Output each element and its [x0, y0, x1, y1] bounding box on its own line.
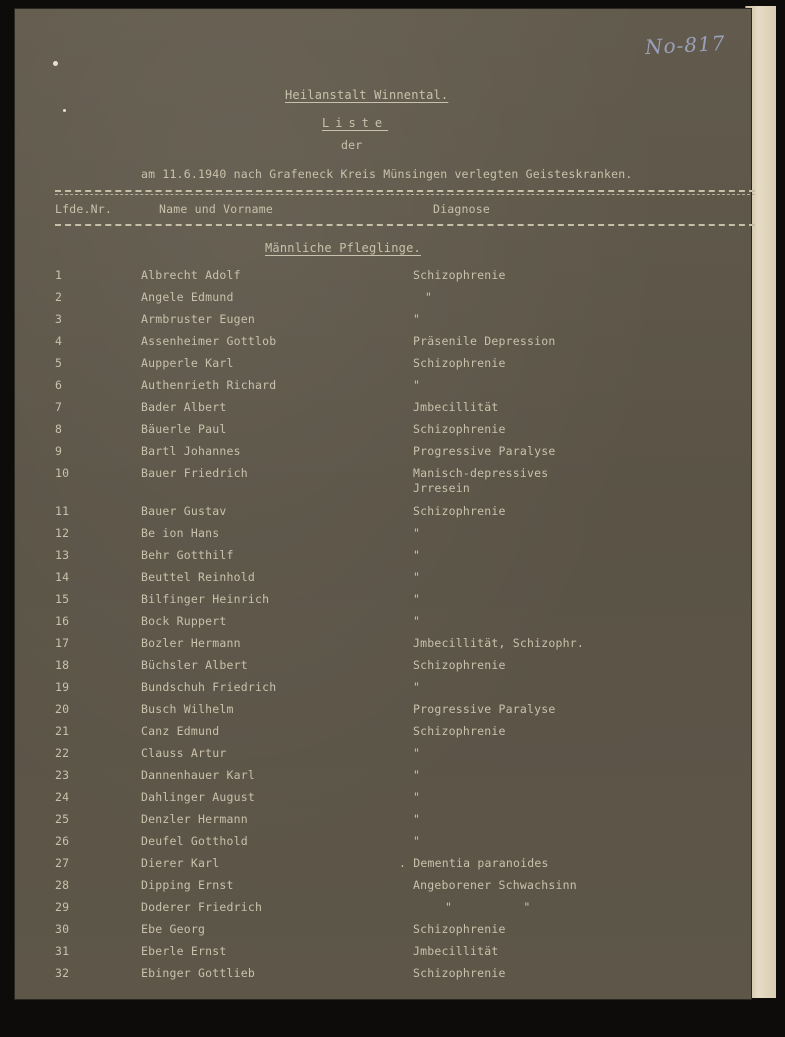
row-number: 11 — [55, 504, 70, 518]
patient-name: Busch Wilhelm — [141, 702, 234, 716]
table-row — [15, 636, 751, 658]
patient-name: Dipping Ernst — [141, 878, 234, 892]
document-sheet — [14, 8, 752, 1000]
table-row — [15, 422, 751, 444]
diagnosis: Schizophrenie — [413, 268, 506, 282]
row-number: 8 — [55, 422, 63, 436]
table-row — [15, 658, 751, 680]
row-number: 1 — [55, 268, 63, 282]
table-row — [15, 966, 751, 988]
row-number: 14 — [55, 570, 70, 584]
table-row — [15, 268, 751, 290]
table-row — [15, 812, 751, 834]
diagnosis: Manisch-depressives Jrresein — [413, 466, 549, 495]
row-number: 23 — [55, 768, 70, 782]
patient-name: Bader Albert — [141, 400, 227, 414]
diagnosis: Schizophrenie — [413, 356, 506, 370]
row-number: 25 — [55, 812, 70, 826]
diagnosis: Schizophrenie — [413, 658, 506, 672]
punch-hole-mark — [63, 109, 66, 112]
diagnosis: Angeborener Schwachsinn — [413, 878, 577, 892]
row-number: 27 — [55, 856, 70, 870]
row-number: 7 — [55, 400, 63, 414]
header-divider-bottom — [55, 224, 755, 226]
diagnosis: " — [413, 592, 421, 606]
diagnosis: " — [413, 746, 421, 760]
diagnosis: " — [413, 312, 421, 326]
diagnosis: . Dementia paranoides — [399, 856, 549, 870]
column-header-diagnosis: Diagnose — [433, 202, 490, 216]
patient-name: Büchsler Albert — [141, 658, 248, 672]
row-number: 3 — [55, 312, 63, 326]
table-row — [15, 768, 751, 790]
table-row — [15, 702, 751, 724]
diagnosis: Schizophrenie — [413, 422, 506, 436]
patient-name: Eberle Ernst — [141, 944, 227, 958]
diagnosis: " — [413, 548, 421, 562]
row-number: 18 — [55, 658, 70, 672]
table-row — [15, 680, 751, 702]
table-row — [15, 856, 751, 878]
diagnosis: " " — [445, 900, 531, 914]
row-number: 32 — [55, 966, 70, 980]
list-title: Liste — [322, 116, 389, 130]
row-number: 9 — [55, 444, 63, 458]
table-row — [15, 570, 751, 592]
table-row — [15, 378, 751, 400]
row-number: 30 — [55, 922, 70, 936]
table-row — [15, 592, 751, 614]
patient-name: Dannenhauer Karl — [141, 768, 255, 782]
diagnosis: " — [413, 378, 421, 392]
list-description: am 11.6.1940 nach Grafeneck Kreis Münsingen verlegten Geisteskranken. — [141, 167, 633, 181]
diagnosis: " — [413, 768, 421, 782]
table-row — [15, 790, 751, 812]
diagnosis: Jmbecillität — [413, 944, 499, 958]
diagnosis: " — [413, 680, 421, 694]
diagnosis: Präsenile Depression — [413, 334, 556, 348]
diagnosis: Schizophrenie — [413, 504, 506, 518]
diagnosis: " — [413, 834, 421, 848]
patient-name: Dahlinger August — [141, 790, 255, 804]
patient-name: Bozler Hermann — [141, 636, 241, 650]
diagnosis: Jmbecillität — [413, 400, 499, 414]
patient-name: Beuttel Reinhold — [141, 570, 255, 584]
row-number: 16 — [55, 614, 70, 628]
column-header-number: Lfde.Nr. — [55, 202, 112, 216]
table-row — [15, 356, 751, 378]
column-header-name: Name und Vorname — [159, 202, 273, 216]
patient-name: Assenheimer Gottlob — [141, 334, 277, 348]
row-number: 15 — [55, 592, 70, 606]
row-number: 29 — [55, 900, 70, 914]
patient-name: Bäuerle Paul — [141, 422, 227, 436]
patient-name: Deufel Gotthold — [141, 834, 248, 848]
row-number: 12 — [55, 526, 70, 540]
diagnosis: " — [413, 790, 421, 804]
patient-name: Bauer Friedrich — [141, 466, 248, 480]
row-number: 10 — [55, 466, 70, 480]
row-number: 21 — [55, 724, 70, 738]
diagnosis: Schizophrenie — [413, 724, 506, 738]
row-number: 4 — [55, 334, 63, 348]
table-row — [15, 312, 751, 334]
patient-name: Bundschuh Friedrich — [141, 680, 277, 694]
patient-name: Bartl Johannes — [141, 444, 241, 458]
table-row — [15, 922, 751, 944]
row-number: 2 — [55, 290, 63, 304]
patient-name: Canz Edmund — [141, 724, 220, 738]
row-number: 24 — [55, 790, 70, 804]
patient-name: Angele Edmund — [141, 290, 234, 304]
row-number: 17 — [55, 636, 70, 650]
row-number: 31 — [55, 944, 70, 958]
row-number: 28 — [55, 878, 70, 892]
diagnosis: Progressive Paralyse — [413, 702, 556, 716]
patient-name: Denzler Hermann — [141, 812, 248, 826]
table-row — [15, 466, 751, 502]
patient-name: Albrecht Adolf — [141, 268, 241, 282]
diagnosis: " — [413, 614, 421, 628]
patient-name: Ebinger Gottlieb — [141, 966, 255, 980]
diagnosis: " — [413, 526, 421, 540]
patient-name: Dierer Karl — [141, 856, 220, 870]
row-number: 5 — [55, 356, 63, 370]
diagnosis: Schizophrenie — [413, 966, 506, 980]
header-divider-top-2 — [55, 194, 755, 195]
table-row — [15, 504, 751, 526]
row-number: 20 — [55, 702, 70, 716]
patient-name: Authenrieth Richard — [141, 378, 277, 392]
patient-name: Bauer Gustav — [141, 504, 227, 518]
diagnosis: " — [413, 812, 421, 826]
patient-name: Aupperle Karl — [141, 356, 234, 370]
row-number: 26 — [55, 834, 70, 848]
row-number: 6 — [55, 378, 63, 392]
table-row — [15, 878, 751, 900]
diagnosis: Jmbecillität, Schizophr. — [413, 636, 584, 650]
table-row — [15, 548, 751, 570]
patient-name: Behr Gotthilf — [141, 548, 234, 562]
table-row — [15, 834, 751, 856]
table-row — [15, 400, 751, 422]
punch-hole-mark — [53, 61, 58, 66]
patient-name: Doderer Friedrich — [141, 900, 263, 914]
row-number: 19 — [55, 680, 70, 694]
table-row — [15, 900, 751, 922]
header-divider-top — [55, 190, 755, 192]
row-number: 13 — [55, 548, 70, 562]
table-row — [15, 334, 751, 356]
diagnosis: " — [413, 570, 421, 584]
section-title: Männliche Pfleglinge. — [265, 241, 421, 255]
table-row — [15, 944, 751, 966]
diagnosis: Schizophrenie — [413, 922, 506, 936]
row-number: 22 — [55, 746, 70, 760]
table-row — [15, 526, 751, 548]
diagnosis: " — [425, 290, 433, 304]
handwritten-archive-number: No-817 — [644, 30, 727, 60]
table-row — [15, 724, 751, 746]
patient-name: Ebe Georg — [141, 922, 206, 936]
patient-name: Armbruster Eugen — [141, 312, 255, 326]
patient-name: Bilfinger Heinrich — [141, 592, 270, 606]
patient-name: Clauss Artur — [141, 746, 227, 760]
institution-heading: Heilanstalt Winnental. — [285, 88, 449, 102]
table-row — [15, 290, 751, 312]
patient-name: Bock Ruppert — [141, 614, 227, 628]
diagnosis: Progressive Paralyse — [413, 444, 556, 458]
list-subtitle: der — [341, 138, 363, 152]
table-row — [15, 746, 751, 768]
table-row — [15, 444, 751, 466]
patient-name: Be ion Hans — [141, 526, 220, 540]
table-row — [15, 614, 751, 636]
